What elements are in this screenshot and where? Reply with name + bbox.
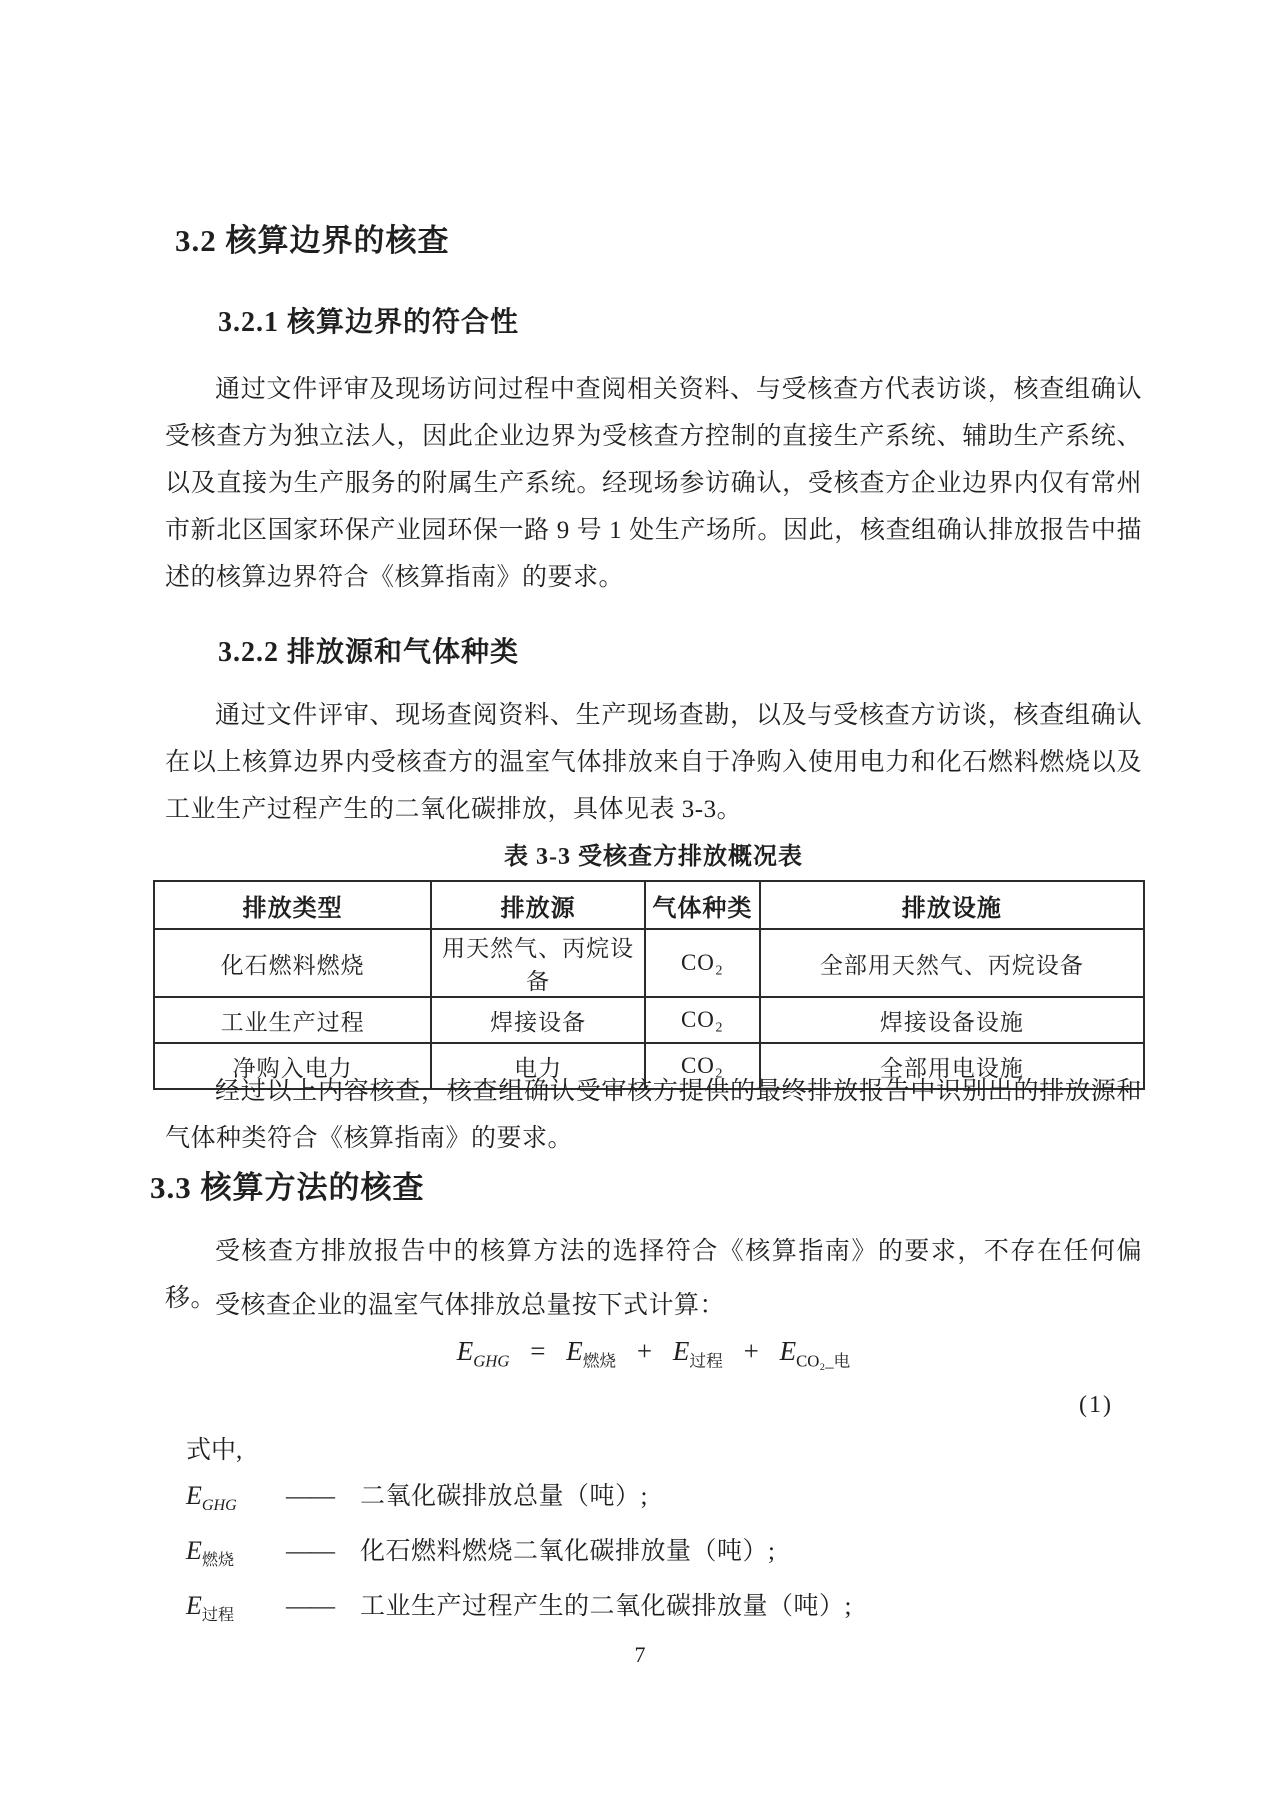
cell-gas-type: CO₂ (645, 929, 760, 997)
formula-term-process (672, 1336, 723, 1371)
ghg-total-formula (165, 1336, 1142, 1371)
cell-emission-facility: 全部用天然气、丙烷设备 (760, 929, 1144, 997)
definition-combustion (186, 1531, 852, 1570)
definition-dash: —— (286, 1538, 334, 1565)
header-gas-type: 气体种类 (645, 881, 760, 929)
table-caption: 表 3-3 受核查方排放概况表 (504, 844, 803, 870)
definition-text: 化石燃料燃烧二氧化碳排放量（吨）; (360, 1538, 776, 1565)
cell-gas-type: CO₂ (645, 997, 760, 1043)
formula-subscript: GHG (473, 1351, 510, 1371)
definition-symbol (186, 1591, 286, 1625)
formula-term-combustion (566, 1336, 617, 1371)
definition-symbol (186, 1481, 286, 1515)
plus-sign: + (743, 1336, 759, 1366)
formula-subscript: 燃烧 (201, 1552, 235, 1570)
formula-base: E (672, 1336, 690, 1366)
paragraph-formula-intro: 受核查企业的温室气体排放总量按下式计算： (215, 1292, 726, 1319)
equals-sign: = (530, 1336, 546, 1366)
heading-3-2-2: 3.2.2 排放源和气体种类 (218, 637, 520, 668)
formula-subscript: GHG (201, 1497, 237, 1515)
heading-3-2: 3.2 核算边界的核查 (175, 223, 450, 258)
formula-base: E (186, 1591, 202, 1620)
definition-ghg-total (186, 1476, 852, 1515)
definition-text: 工业生产过程产生的二氧化碳排放量（吨）; (360, 1593, 852, 1620)
header-emission-type: 排放类型 (154, 881, 431, 929)
definition-dash: —— (286, 1593, 334, 1620)
definition-process (186, 1586, 852, 1625)
formula-subscript: CO₂_电 (796, 1351, 851, 1371)
cell-gas-type: CO₂ (645, 1043, 760, 1089)
formula-subscript: 燃烧 (582, 1351, 617, 1371)
paragraph-emission-sources: 通过文件评审、现场查阅资料、生产现场查勘，以及与受核查方访谈，核查组确认在以上核算边界内受核查方的温室气体排放来自于净购入使用电力和化石燃料燃烧以及工业生产过程产生的二氧化碳排放，具体见表 3-3。 (165, 702, 1142, 823)
formula-base: E (456, 1336, 474, 1366)
cell-emission-source: 用天然气、丙烷设备 (431, 929, 645, 997)
page-number: 7 (634, 1642, 646, 1667)
table-row (154, 997, 1144, 1043)
paragraph-boundary-conformity: 通过文件评审及现场访问过程中查阅相关资料、与受核查方代表访谈，核查组确认受核查方为独立法人，因此企业边界为受核查方控制的直接生产系统、辅助生产系统、以及直接为生产服务的附属生产系统。经现场参访确认，受核查方企业边界内仅有常州市新北区国家环保产业园环保一路 9 号 1 处生产场所。因此，核查组确认排放报告中描述的核算边界符合《核算指南》的要求。 (165, 376, 1142, 591)
formula-base: E (186, 1481, 202, 1510)
formula-base: E (186, 1536, 202, 1565)
paragraph-after-table: 经过以上内容核查，核查组确认受审核方提供的最终排放报告中识别出的排放源和气体种类符合《核算指南》的要求。 (165, 1078, 1142, 1152)
cell-emission-type: 化石燃料燃烧 (154, 929, 431, 997)
table-row (154, 929, 1144, 997)
formula-base: E (779, 1336, 797, 1366)
cell-emission-type: 净购入电力 (154, 1043, 431, 1089)
cell-emission-source: 电力 (431, 1043, 645, 1089)
header-emission-source: 排放源 (431, 881, 645, 929)
cell-emission-type: 工业生产过程 (154, 997, 431, 1043)
formula-subscript: 过程 (689, 1351, 723, 1371)
header-emission-facility: 排放设施 (760, 881, 1144, 929)
table-header-row (154, 881, 1144, 929)
definition-symbol (186, 1536, 286, 1570)
definition-dash: —— (286, 1483, 334, 1510)
cell-emission-source: 焊接设备 (431, 997, 645, 1043)
plus-sign: + (636, 1336, 653, 1366)
formula-base: E (566, 1336, 583, 1366)
formula-term-ghg (456, 1336, 510, 1371)
formula-subscript: 过程 (201, 1607, 235, 1625)
heading-3-2-1: 3.2.1 核算边界的符合性 (218, 307, 520, 338)
heading-3-3: 3.3 核算方法的核查 (150, 1170, 425, 1205)
where-label: 式中, (186, 1437, 243, 1464)
definition-text: 二氧化碳排放总量（吨）; (360, 1483, 648, 1510)
emissions-overview-table (153, 880, 1145, 1090)
cell-emission-facility: 焊接设备设施 (760, 997, 1144, 1043)
cell-emission-facility: 全部用电设施 (760, 1043, 1144, 1089)
paragraph-method-selection: 受核查方排放报告中的核算方法的选择符合《核算指南》的要求，不存在任何偏移。 (165, 1238, 1142, 1312)
equation-number: (1) (1079, 1392, 1113, 1418)
symbol-definitions (186, 1476, 852, 1625)
formula-term-electricity (779, 1336, 851, 1371)
